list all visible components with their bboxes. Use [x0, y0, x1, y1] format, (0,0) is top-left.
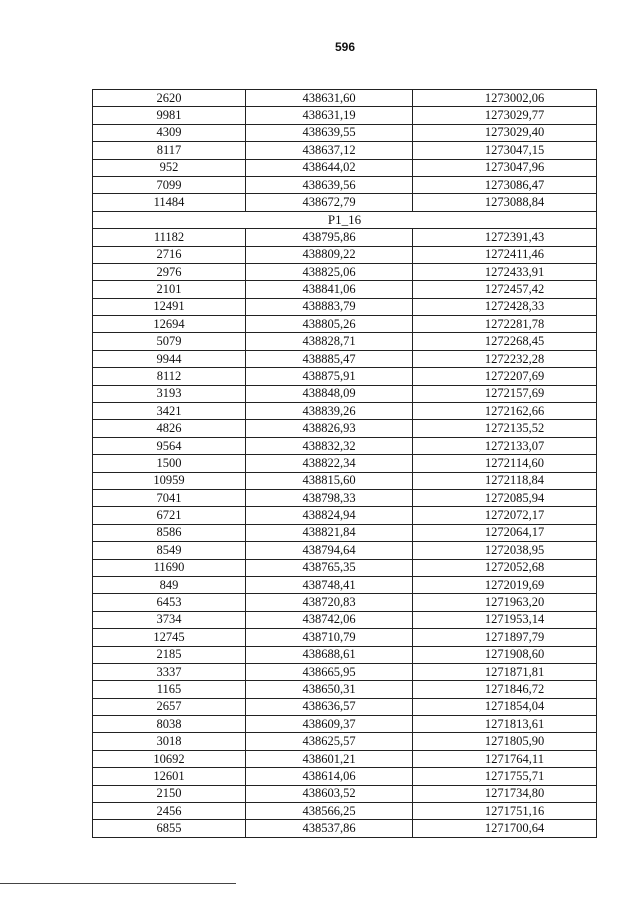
x-coordinate-cell: 438848,09	[246, 385, 413, 402]
y-coordinate-cell: 1272428,33	[413, 298, 597, 315]
x-coordinate-cell: 438832,32	[246, 437, 413, 454]
x-coordinate-cell: 438631,19	[246, 107, 413, 124]
point-number-cell: 4309	[93, 124, 246, 141]
point-number-cell: 9981	[93, 107, 246, 124]
table-row	[93, 820, 597, 837]
x-coordinate-cell: 438885,47	[246, 350, 413, 367]
table-row	[93, 768, 597, 785]
x-coordinate-cell: 438537,86	[246, 820, 413, 837]
x-coordinate-cell: 438765,35	[246, 559, 413, 576]
y-coordinate-cell: 1272411,46	[413, 246, 597, 263]
table-row	[93, 229, 597, 246]
x-coordinate-cell: 438825,06	[246, 263, 413, 280]
point-number-cell: 952	[93, 159, 246, 176]
table-row	[93, 785, 597, 802]
y-coordinate-cell: 1271764,11	[413, 750, 597, 767]
x-coordinate-cell: 438826,93	[246, 420, 413, 437]
y-coordinate-cell: 1272019,69	[413, 576, 597, 593]
y-coordinate-cell: 1271700,64	[413, 820, 597, 837]
point-number-cell: 11690	[93, 559, 246, 576]
y-coordinate-cell: 1273086,47	[413, 176, 597, 193]
table-row	[93, 385, 597, 402]
x-coordinate-cell: 438614,06	[246, 768, 413, 785]
table-row	[93, 750, 597, 767]
y-coordinate-cell: 1271846,72	[413, 681, 597, 698]
table-row	[93, 124, 597, 141]
x-coordinate-cell: 438720,83	[246, 594, 413, 611]
table-row	[93, 90, 597, 107]
point-number-cell: 10692	[93, 750, 246, 767]
x-coordinate-cell: 438748,41	[246, 576, 413, 593]
table-row	[93, 576, 597, 593]
table-row	[93, 646, 597, 663]
x-coordinate-cell: 438742,06	[246, 611, 413, 628]
y-coordinate-cell: 1271897,79	[413, 629, 597, 646]
y-coordinate-cell: 1272268,45	[413, 333, 597, 350]
table-row	[93, 559, 597, 576]
x-coordinate-cell: 438672,79	[246, 194, 413, 211]
point-number-cell: 2976	[93, 263, 246, 280]
x-coordinate-cell: 438601,21	[246, 750, 413, 767]
point-number-cell: 2456	[93, 803, 246, 820]
y-coordinate-cell: 1272232,28	[413, 350, 597, 367]
y-coordinate-cell: 1272052,68	[413, 559, 597, 576]
point-number-cell: 8586	[93, 524, 246, 541]
table-row	[93, 594, 597, 611]
table-row	[93, 455, 597, 472]
point-number-cell: 12601	[93, 768, 246, 785]
point-number-cell: 2620	[93, 90, 246, 107]
point-number-cell: 3018	[93, 733, 246, 750]
table-row	[93, 507, 597, 524]
point-number-cell: 3193	[93, 385, 246, 402]
point-number-cell: 12694	[93, 316, 246, 333]
table-row	[93, 698, 597, 715]
point-number-cell: 2150	[93, 785, 246, 802]
point-number-cell: 8117	[93, 142, 246, 159]
table-row	[93, 611, 597, 628]
table-row	[93, 489, 597, 506]
y-coordinate-cell: 1272072,17	[413, 507, 597, 524]
table-row	[93, 803, 597, 820]
point-number-cell: 6721	[93, 507, 246, 524]
x-coordinate-cell: 438603,52	[246, 785, 413, 802]
point-number-cell: 3337	[93, 663, 246, 680]
table-row	[93, 733, 597, 750]
table-row	[93, 159, 597, 176]
x-coordinate-cell: 438644,02	[246, 159, 413, 176]
x-coordinate-cell: 438822,34	[246, 455, 413, 472]
point-number-cell: 2101	[93, 281, 246, 298]
x-coordinate-cell: 438639,56	[246, 176, 413, 193]
point-number-cell: 1500	[93, 455, 246, 472]
table-row	[93, 542, 597, 559]
y-coordinate-cell: 1272157,69	[413, 385, 597, 402]
y-coordinate-cell: 1271813,61	[413, 716, 597, 733]
point-number-cell: 8038	[93, 716, 246, 733]
table-row	[93, 681, 597, 698]
page-number: 596	[334, 40, 356, 54]
footnote-rule	[0, 883, 236, 884]
x-coordinate-cell: 438636,57	[246, 698, 413, 715]
x-coordinate-cell: 438805,26	[246, 316, 413, 333]
point-number-cell: 6855	[93, 820, 246, 837]
section-label: P1_16	[93, 211, 597, 228]
x-coordinate-cell: 438665,95	[246, 663, 413, 680]
x-coordinate-cell: 438794,64	[246, 542, 413, 559]
y-coordinate-cell: 1272038,95	[413, 542, 597, 559]
table-row	[93, 142, 597, 159]
table-row	[93, 629, 597, 646]
y-coordinate-cell: 1272281,78	[413, 316, 597, 333]
y-coordinate-cell: 1273047,15	[413, 142, 597, 159]
point-number-cell: 2185	[93, 646, 246, 663]
point-number-cell: 12491	[93, 298, 246, 315]
table-row	[93, 472, 597, 489]
table-row	[93, 350, 597, 367]
point-number-cell: 6453	[93, 594, 246, 611]
point-number-cell: 3734	[93, 611, 246, 628]
point-number-cell: 5079	[93, 333, 246, 350]
point-number-cell: 7041	[93, 489, 246, 506]
x-coordinate-cell: 438625,57	[246, 733, 413, 750]
y-coordinate-cell: 1272391,43	[413, 229, 597, 246]
x-coordinate-cell: 438824,94	[246, 507, 413, 524]
table-row	[93, 194, 597, 211]
y-coordinate-cell: 1272114,60	[413, 455, 597, 472]
y-coordinate-cell: 1273029,40	[413, 124, 597, 141]
point-number-cell: 8549	[93, 542, 246, 559]
x-coordinate-cell: 438631,60	[246, 90, 413, 107]
table-row	[93, 107, 597, 124]
y-coordinate-cell: 1272162,66	[413, 403, 597, 420]
y-coordinate-cell: 1273029,77	[413, 107, 597, 124]
x-coordinate-cell: 438795,86	[246, 229, 413, 246]
y-coordinate-cell: 1271953,14	[413, 611, 597, 628]
table-row	[93, 368, 597, 385]
y-coordinate-cell: 1272085,94	[413, 489, 597, 506]
y-coordinate-cell: 1271805,90	[413, 733, 597, 750]
point-number-cell: 9944	[93, 350, 246, 367]
table-row	[93, 176, 597, 193]
point-number-cell: 12745	[93, 629, 246, 646]
x-coordinate-cell: 438798,33	[246, 489, 413, 506]
x-coordinate-cell: 438639,55	[246, 124, 413, 141]
table-row	[93, 663, 597, 680]
point-number-cell: 4826	[93, 420, 246, 437]
y-coordinate-cell: 1272135,52	[413, 420, 597, 437]
x-coordinate-cell: 438650,31	[246, 681, 413, 698]
y-coordinate-cell: 1272457,42	[413, 281, 597, 298]
y-coordinate-cell: 1272118,84	[413, 472, 597, 489]
y-coordinate-cell: 1271755,71	[413, 768, 597, 785]
x-coordinate-cell: 438828,71	[246, 333, 413, 350]
x-coordinate-cell: 438609,37	[246, 716, 413, 733]
coordinates-table-body	[93, 90, 597, 838]
x-coordinate-cell: 438809,22	[246, 246, 413, 263]
y-coordinate-cell: 1271854,04	[413, 698, 597, 715]
y-coordinate-cell: 1272207,69	[413, 368, 597, 385]
point-number-cell: 3421	[93, 403, 246, 420]
y-coordinate-cell: 1273002,06	[413, 90, 597, 107]
point-number-cell: 11182	[93, 229, 246, 246]
table-row	[93, 298, 597, 315]
x-coordinate-cell: 438710,79	[246, 629, 413, 646]
x-coordinate-cell: 438637,12	[246, 142, 413, 159]
point-number-cell: 849	[93, 576, 246, 593]
section-row	[93, 211, 597, 228]
x-coordinate-cell: 438839,26	[246, 403, 413, 420]
point-number-cell: 2716	[93, 246, 246, 263]
y-coordinate-cell: 1273047,96	[413, 159, 597, 176]
x-coordinate-cell: 438815,60	[246, 472, 413, 489]
point-number-cell: 11484	[93, 194, 246, 211]
table-row	[93, 316, 597, 333]
table-row	[93, 716, 597, 733]
x-coordinate-cell: 438841,06	[246, 281, 413, 298]
y-coordinate-cell: 1271871,81	[413, 663, 597, 680]
x-coordinate-cell: 438875,91	[246, 368, 413, 385]
table-row	[93, 246, 597, 263]
table-row	[93, 420, 597, 437]
y-coordinate-cell: 1271751,16	[413, 803, 597, 820]
coordinates-table	[92, 89, 597, 838]
point-number-cell: 8112	[93, 368, 246, 385]
table-row	[93, 524, 597, 541]
point-number-cell: 1165	[93, 681, 246, 698]
y-coordinate-cell: 1271734,80	[413, 785, 597, 802]
x-coordinate-cell: 438566,25	[246, 803, 413, 820]
y-coordinate-cell: 1273088,84	[413, 194, 597, 211]
y-coordinate-cell: 1272133,07	[413, 437, 597, 454]
table-row	[93, 333, 597, 350]
point-number-cell: 2657	[93, 698, 246, 715]
point-number-cell: 10959	[93, 472, 246, 489]
x-coordinate-cell: 438883,79	[246, 298, 413, 315]
table-row	[93, 437, 597, 454]
y-coordinate-cell: 1271908,60	[413, 646, 597, 663]
table-row	[93, 403, 597, 420]
table-row	[93, 281, 597, 298]
point-number-cell: 9564	[93, 437, 246, 454]
table-row	[93, 263, 597, 280]
y-coordinate-cell: 1271963,20	[413, 594, 597, 611]
point-number-cell: 7099	[93, 176, 246, 193]
x-coordinate-cell: 438821,84	[246, 524, 413, 541]
y-coordinate-cell: 1272064,17	[413, 524, 597, 541]
x-coordinate-cell: 438688,61	[246, 646, 413, 663]
y-coordinate-cell: 1272433,91	[413, 263, 597, 280]
